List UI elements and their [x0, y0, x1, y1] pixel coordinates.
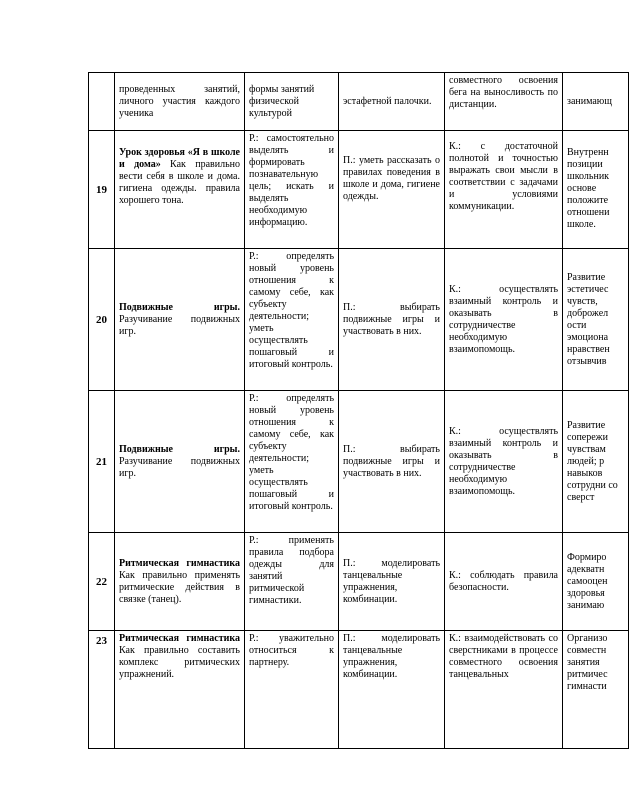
table-row: [89, 391, 629, 533]
lesson-number: 22: [89, 533, 115, 631]
regulatory-uud: Р.: определять новый уровень отношения к самому себе, как субъекту деятельности; уметь осуществлять пошаговый и итоговый контроль.: [245, 391, 339, 533]
lesson-topic-title: Подвижные игры.: [119, 443, 240, 455]
lesson-topic: [115, 73, 245, 131]
lesson-number: 19: [89, 131, 115, 249]
regulatory-uud: Р.: определять новый уровень отношения к самому себе, как субъекту деятельности; уметь осуществлять пошаговый и итоговый контроль.: [245, 249, 339, 391]
communicative-uud: К.: осуществлять взаимный контроль и оказывать в сотрудничестве необходимую взаимопомощь.: [445, 391, 563, 533]
lesson-topic-text: Как правильно составить комплекс ритмических упражнений.: [119, 645, 240, 680]
lesson-topic-title: Ритмическая гимнастика: [119, 633, 240, 644]
communicative-uud: К.: с достаточной полнотой и точностью выражать свои мысли в соответствии с задачами и условиями коммуникации.: [445, 131, 563, 249]
lesson-topic: [115, 131, 245, 249]
table-row: [89, 631, 629, 749]
lesson-topic-text: Как правильно применять ритмические действия в связке (танец).: [119, 569, 240, 605]
table-row: [89, 73, 629, 131]
subject-result: П.: выбирать подвижные игры и участвовать в них.: [339, 249, 445, 391]
personal-result: занимающ: [563, 73, 629, 131]
lesson-number: 20: [89, 249, 115, 391]
lesson-number: 23: [89, 631, 115, 749]
communicative-uud: К.: взаимодействовать со сверстниками в процессе совместного освоения танцевальных: [445, 631, 563, 749]
communicative-uud: К.: осуществлять взаимный контроль и оказывать в сотрудничестве необходимую взаимопомощь.: [445, 249, 563, 391]
regulatory-uud: Р.: применять правила подбора одежды для занятий ритмической гимнастики.: [245, 533, 339, 631]
lesson-number: 21: [89, 391, 115, 533]
subject-result: эстафетной палочки.: [339, 73, 445, 131]
subject-result: П.: моделировать танцевальные упражнения, комбинации.: [339, 631, 445, 749]
subject-result: П.: уметь рассказать о правилах поведения в школе и дома, гигиене одежды.: [339, 131, 445, 249]
communicative-uud: совместного освоения бега на выносливость по дистанции.: [445, 73, 563, 131]
lesson-topic: [115, 631, 245, 749]
lesson-topic-title: Урок здоровья «Я в школе и дома»: [119, 147, 240, 170]
lesson-topic-title: Подвижные игры.: [119, 301, 240, 313]
table-row: [89, 131, 629, 249]
lesson-topic: [115, 391, 245, 533]
regulatory-uud: формы занятий физической культурой: [245, 73, 339, 131]
table-row: [89, 533, 629, 631]
regulatory-uud: Р.: уважительно относиться к партнеру.: [245, 631, 339, 749]
communicative-uud: К.: соблюдать правила безопасности.: [445, 533, 563, 631]
lesson-number: [89, 73, 115, 131]
lesson-topic-text: проведенных занятий, личного участия каждого ученика: [119, 83, 240, 119]
lesson-topic-text: Разучивание подвижных игр.: [119, 313, 240, 337]
personal-result: Внутренн позиции школьник основе положите отношени школе.: [563, 131, 629, 249]
regulatory-uud: Р.: самостоятельно выделять и формировать познавательную цель; искать и выделять необходимую информацию.: [245, 131, 339, 249]
lesson-topic: [115, 249, 245, 391]
subject-result: П.: выбирать подвижные игры и участвовать в них.: [339, 391, 445, 533]
lesson-topic-title: Ритмическая гимнастика: [119, 557, 240, 569]
subject-result: П.: моделировать танцевальные упражнения, комбинации.: [339, 533, 445, 631]
table-row: [89, 249, 629, 391]
personal-result: Развитие эстетичес чувств, доброжел ости эмоциона нравствен отзывчив: [563, 249, 629, 391]
lesson-topic: [115, 533, 245, 631]
lesson-plan-table: [88, 72, 629, 749]
lesson-topic-text: Как правильно вести себя в школе и дома. гигиена одежды. правила хорошего тона.: [119, 159, 240, 206]
personal-result: Организо совместн занятия ритмичес гимнасти: [563, 631, 629, 749]
personal-result: Формиро адекватн самооцен здоровья занимаю: [563, 533, 629, 631]
personal-result: Развитие сопережи чувствам людей; р навыков сотрудни со сверст: [563, 391, 629, 533]
lesson-topic-text: Разучивание подвижных игр.: [119, 455, 240, 479]
